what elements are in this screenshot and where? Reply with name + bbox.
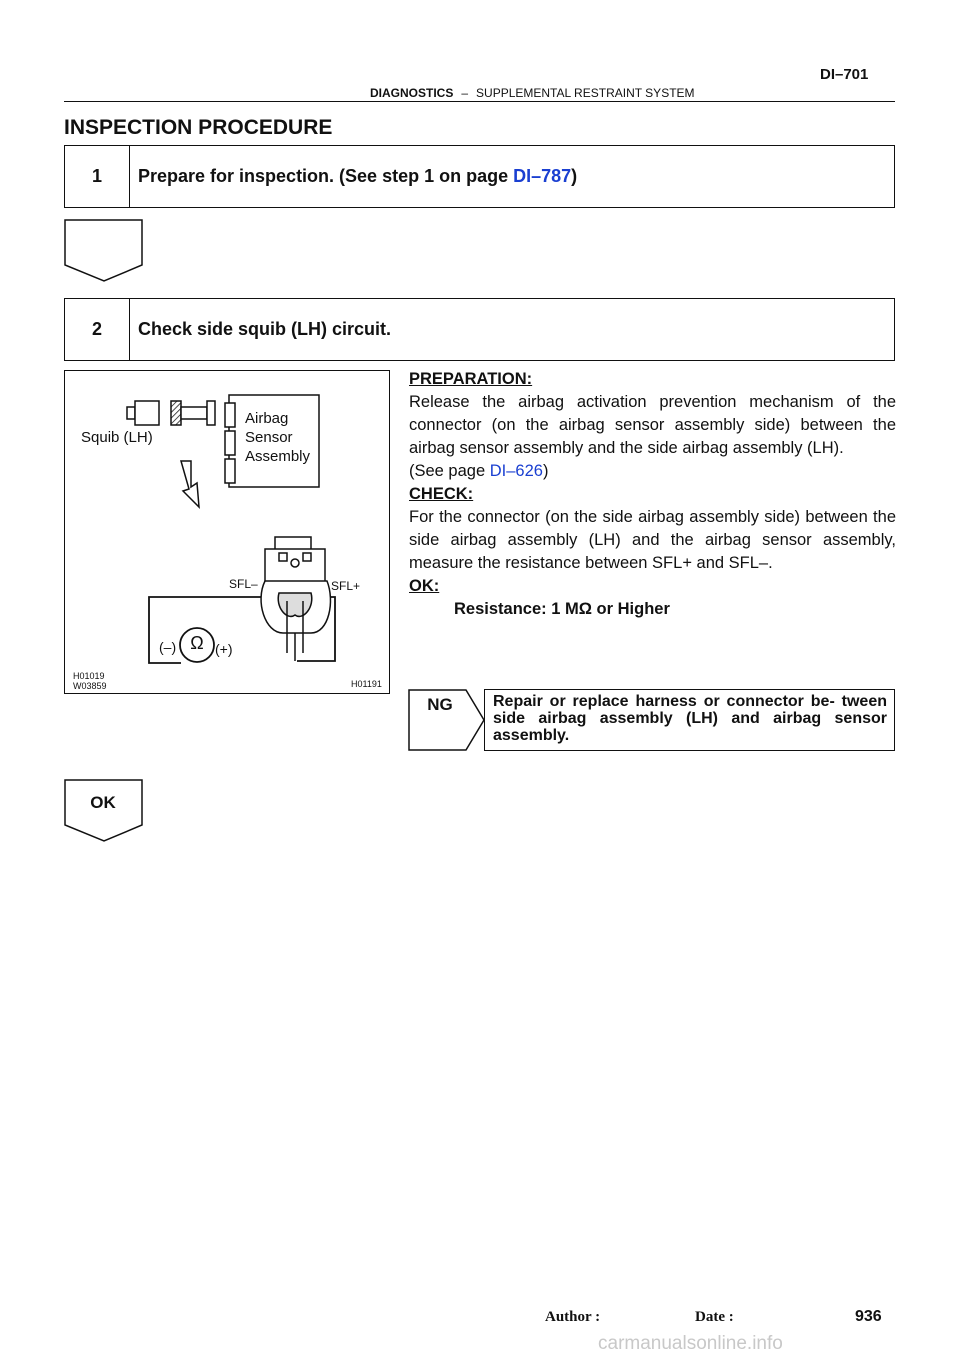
footer-author-label: Author : — [545, 1309, 601, 1325]
ok-tag — [64, 779, 144, 848]
ng-tag-label: NG — [427, 695, 453, 714]
step-1-label: Prepare for inspection. (See step 1 on page — [138, 166, 514, 186]
step-2-text: Check side squib (LH) circuit. — [138, 319, 392, 339]
airbag-sensor-label — [245, 409, 310, 466]
check-text: For the connector (on the side airbag assembly side) between the side airbag assembly (LH) and the airbag sensor assembly, measure the resistance between SFL+ and SFL–. — [409, 508, 896, 572]
see-page-suffix: ) — [542, 462, 549, 480]
header-section: DIAGNOSTICS — [370, 86, 454, 100]
ng-tag — [408, 689, 488, 757]
step-2-number: 2 — [65, 299, 130, 360]
ng-action-text: Repair or replace harness or connector be- tween side airbag assembly (LH) and airbag sensor assembly. — [493, 693, 887, 744]
ng-action-box — [484, 689, 895, 751]
preparation-text: Release the airbag activation prevention mechanism of the connector (on the airbag sensor assembly side) between the airbag sensor assembly and the side airbag assembly (LH). — [409, 393, 896, 457]
squib-lh-label: Squib (LH) — [81, 429, 153, 446]
figure-code-3: H01191 — [351, 679, 382, 689]
preparation-label: PREPARATION: — [409, 370, 533, 388]
ecu-label-line-1: Airbag — [245, 410, 289, 427]
ecu-label-line-3: Assembly — [245, 448, 311, 465]
step-1-suffix: ) — [571, 166, 578, 186]
minus-terminal-label: (–) — [159, 639, 177, 655]
procedure-text — [409, 368, 896, 621]
figure-code-2: W03859 — [73, 681, 107, 691]
squib-connector-icon — [127, 401, 215, 425]
sfl-plus-label: SFL+ — [331, 579, 361, 593]
connector-diagram — [64, 370, 390, 694]
continue-arrow-shape — [64, 219, 144, 283]
side-airbag-connector-icon — [261, 537, 330, 661]
step-1-box — [64, 145, 895, 208]
step-2-box — [64, 298, 895, 361]
ohm-symbol: Ω — [190, 633, 204, 653]
footer-date-label: Date : — [695, 1309, 734, 1325]
step-1-continue-tag — [64, 219, 144, 288]
ok-spec: Resistance: 1 MΩ or Higher — [454, 600, 670, 618]
step-1-number: 1 — [65, 146, 130, 207]
ok-tag-label: OK — [90, 793, 116, 812]
ecu-label-line-2: Sensor — [245, 429, 293, 446]
page-code: DI–701 — [820, 66, 869, 83]
check-label: CHECK: — [409, 485, 474, 503]
see-page-line — [409, 460, 896, 483]
header-title — [370, 86, 695, 100]
watermark: carmanualsonline.info — [598, 1333, 783, 1354]
page-heading: INSPECTION PROCEDURE — [64, 116, 333, 139]
sfl-minus-label: SFL– — [229, 577, 258, 591]
ok-label: OK: — [409, 577, 440, 595]
down-arrow-icon — [181, 461, 199, 507]
step-1-page-link[interactable]: DI–787 — [513, 166, 572, 186]
see-page-link[interactable]: DI–626 — [489, 462, 543, 480]
header-subsection: SUPPLEMENTAL RESTRAINT SYSTEM — [476, 86, 695, 100]
figure-code-1: H01019 — [73, 671, 105, 681]
step-1-text — [130, 166, 577, 187]
see-page-prefix: (See page — [409, 462, 490, 480]
footer-page-number: 936 — [855, 1308, 882, 1325]
plus-terminal-label: (+) — [215, 641, 233, 657]
figure-codes-left — [73, 671, 107, 691]
header-separator: – — [461, 86, 469, 100]
header-rule — [64, 101, 895, 102]
